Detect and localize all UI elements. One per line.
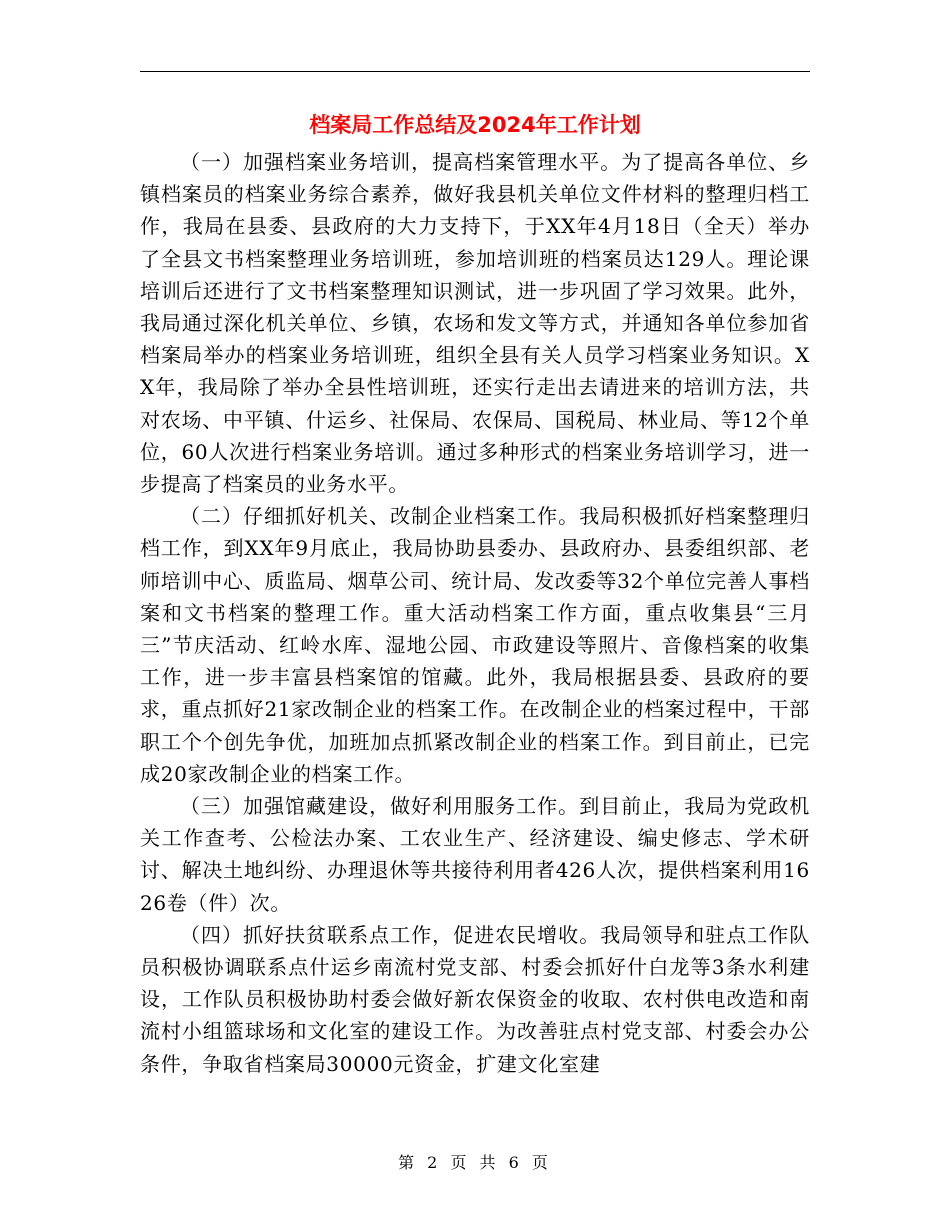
paragraph-training: （一）加强档案业务培训，提高档案管理水平。为了提高各单位、乡镇档案员的档案业务综合素养，做好我县机关单位文件材料的整理归档工作，我局在县委、县政府的大力支持下，于XX年4月18日（全天）举办了全县文书档案整理业务培训班，参加培训班的档案员达129人。理论课培训后还进行了文书档案整理知识测试，进一步巩固了学习效果。此外，我局通过深化机关单位、乡镇，农场和发文等方式，并通知各单位参加省档案局举办的档案业务培训班，组织全县有关人员学习档案业务知识。XX年，我局除了举办全县性培训班，还实行走出去请进来的培训方法，共对农场、中平镇、什运乡、社保局、农保局、国税局、林业局、等12个单位，60人次进行档案业务培训。通过多种形式的档案业务培训学习，进一步提高了档案员的业务水平。 bbox=[140, 150, 810, 497]
document-body bbox=[140, 146, 810, 1080]
header-divider bbox=[140, 71, 810, 72]
paragraph-collection: （三）加强馆藏建设，做好利用服务工作。到目前止，我局为党政机关工作查考、公检法办案、工农业生产、经济建设、编史修志、学术研讨、解决土地纠纷、办理退休等共接待利用者426人次，提供档案利用1626卷（件）次。 bbox=[140, 794, 810, 915]
paragraph-poverty-alleviation: （四）抓好扶贫联系点工作，促进农民增收。我局领导和驻点工作队员积极协调联系点什运乡南流村党支部、村委会抓好什白龙等3条水利建设，工作队员积极协助村委会做好新农保资金的收取、农村供电改造和南流村小组篮球场和文化室的建设工作。为改善驻点村党支部、村委会办公条件，争取省档案局30000元资金，扩建文化室建 bbox=[140, 922, 810, 1076]
document-title: 档案局工作总结及2024年工作计划 bbox=[309, 113, 641, 137]
page-number-footer: 第 2 页 共 6 页 bbox=[398, 1153, 552, 1172]
paragraph-archives: （二）仔细抓好机关、改制企业档案工作。我局积极抓好档案整理归档工作，到XX年9月底止，我局协助县委办、县政府办、县委组织部、老师培训中心、质监局、烟草公司、统计局、发改委等32个单位完善人事档案和文书档案的整理工作。重大活动档案工作方面，重点收集县“三月三”节庆活动、红岭水库、湿地公园、市政建设等照片、音像档案的收集工作，进一步丰富县档案馆的馆藏。此外，我局根据县委、县政府的要求，重点抓好21家改制企业的档案工作。在改制企业的档案过程中，干部职工个个创先争优，加班加点抓紧改制企业的档案工作。到目前止，已完成20家改制企业的档案工作。 bbox=[140, 504, 810, 786]
